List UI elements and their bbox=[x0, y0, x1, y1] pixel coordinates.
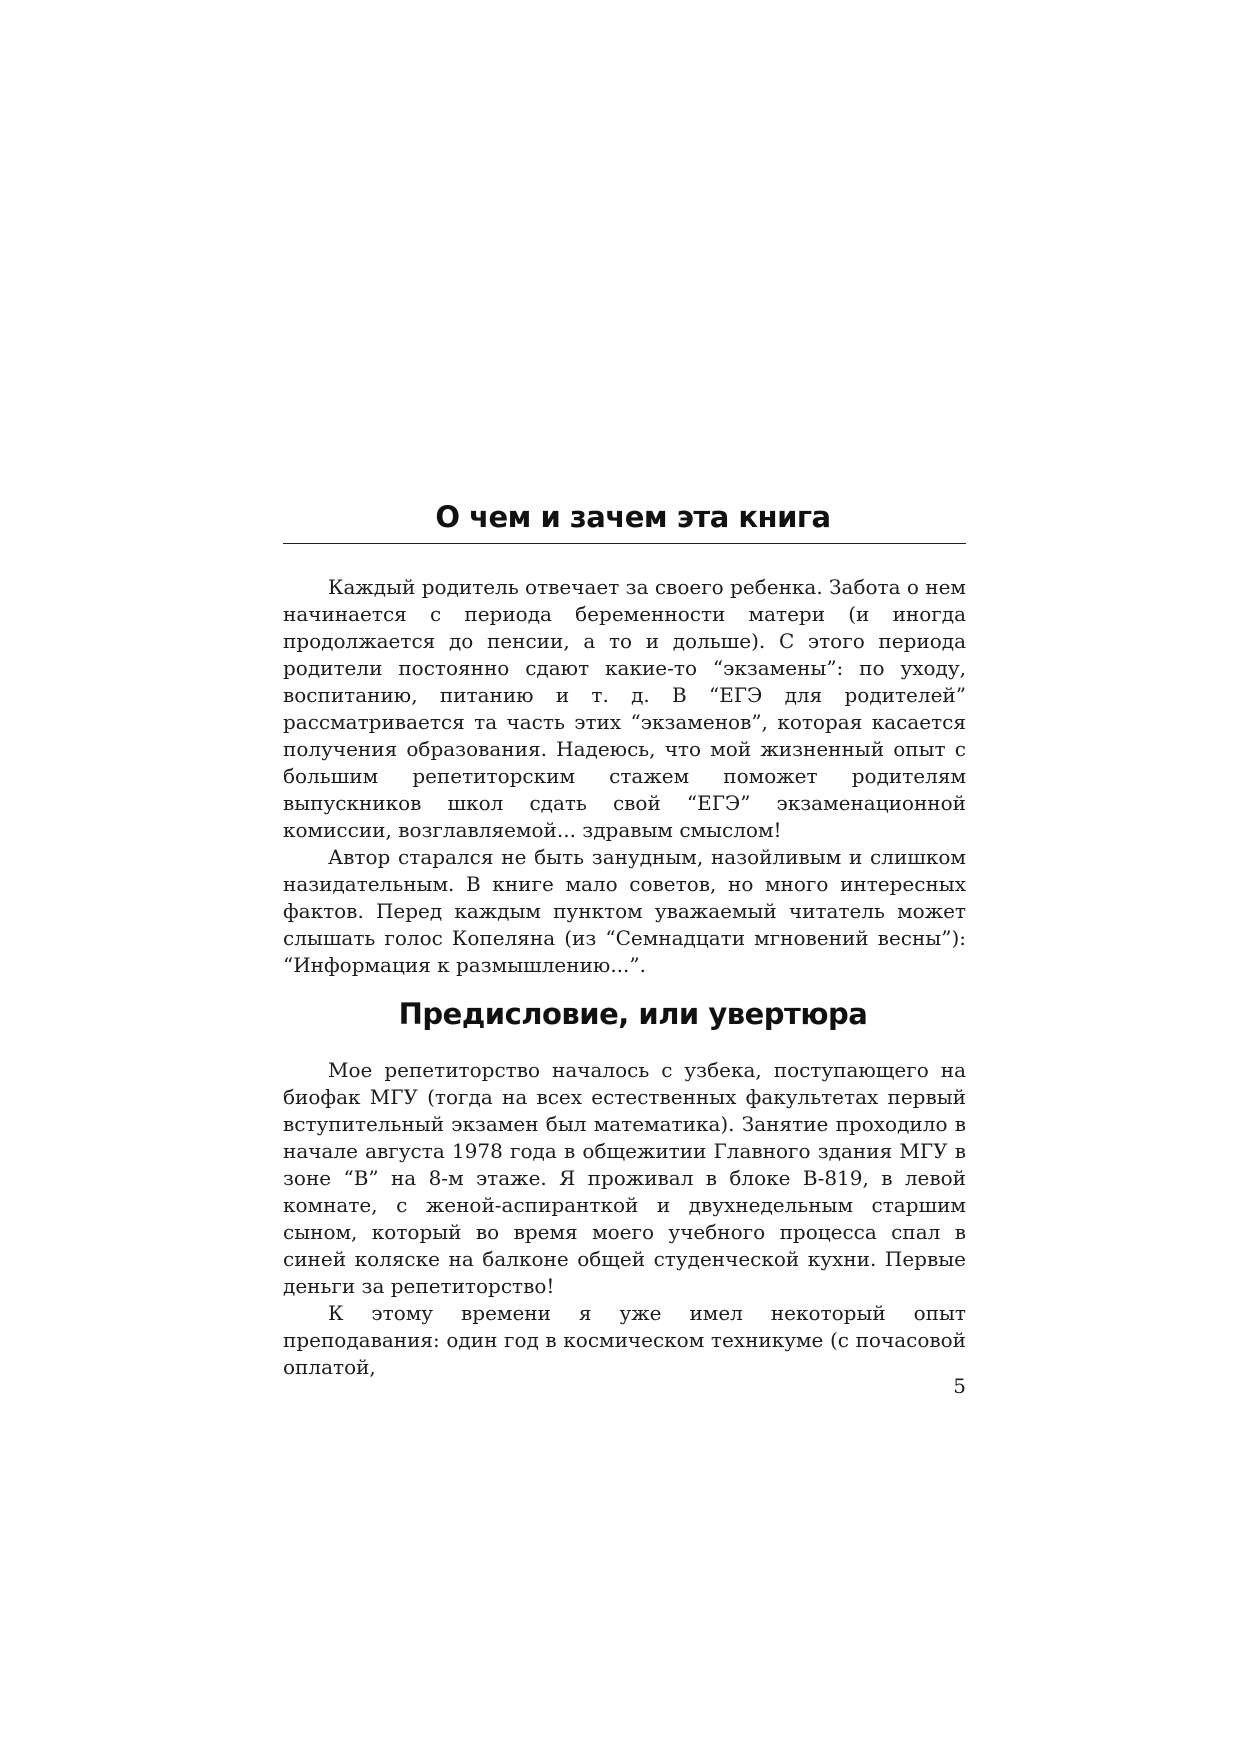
paragraph: К этому времени я уже имел некоторый опыт преподавания: один год в космическом техникуме (с почасовой оплатой, bbox=[283, 1301, 966, 1379]
title-divider bbox=[283, 543, 966, 544]
paragraph: Каждый родитель отвечает за своего ребенка. Забота о нем начинается с периода беременности матери (и иногда продолжается до пенсии, а то и дольше). С этого периода родители постоянно сдают какие-то “экзамены”: по уходу, воспитанию, питанию и т. д. В “ЕГЭ для родителей” рассматривается та часть этих “экзаменов”, которая касается получения образования. Надеюсь, что мой жизненный опыт с большим репетиторским стажем поможет родителям выпускников школ сдать свой “ЕГЭ” экзаменационной комиссии, возглавляемой... здравым смыслом! bbox=[283, 575, 966, 842]
section-heading: Предисловие, или увертюра bbox=[398, 997, 868, 1031]
page-number: 5 bbox=[953, 1374, 966, 1398]
section-1-body bbox=[283, 574, 966, 979]
page-title: О чем и зачем эта книга bbox=[435, 500, 831, 534]
section-2-body bbox=[283, 1057, 966, 1381]
paragraph: Автор старался не быть занудным, назойливым и слишком назидательным. В книге мало советов, но много интересных фактов. Перед каждым пунктом уважаемый читатель может слышать голос Копеляна (из “Семнадцати мгновений весны”): “Информация к размышлению...”. bbox=[283, 845, 966, 977]
paragraph: Мое репетиторство началось с узбека, поступающего на биофак МГУ (тогда на всех естественных факультетах первый вступительный экзамен был математика). Занятие проходило в начале августа 1978 года в общежитии Главного здания МГУ в зоне “В” на 8-м этаже. Я проживал в блоке В-819, в левой комнате, с женой-аспиранткой и двухнедельным старшим сыном, который во время моего учебного процесса спал в синей коляске на балконе общей студенческой кухни. Первые деньги за репетиторство! bbox=[283, 1058, 966, 1298]
